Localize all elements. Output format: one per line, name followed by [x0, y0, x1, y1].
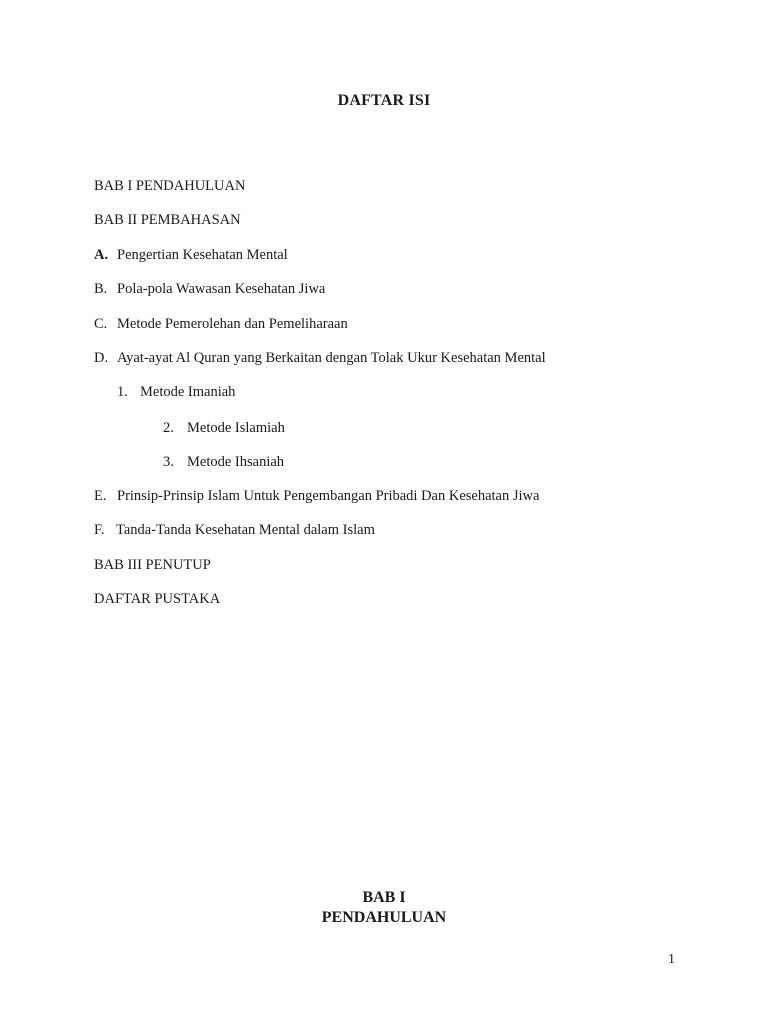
toc-item-marker: B. — [94, 281, 108, 297]
toc-item: Metode Imaniah — [140, 384, 236, 400]
toc-item-marker: C. — [94, 316, 108, 332]
chapter-title: PENDAHULUAN — [321, 909, 447, 926]
toc-item: Metode Islamiah — [187, 420, 285, 436]
page-number: 1 — [668, 952, 675, 967]
toc-item: Metode Ihsaniah — [187, 454, 285, 470]
toc-item-marker: 2. — [163, 420, 174, 436]
toc-item-marker: E. — [94, 488, 107, 504]
toc-item: Tanda-Tanda Kesehatan Mental dalam Islam — [116, 522, 375, 538]
toc-item: BAB II PEMBAHASAN — [94, 212, 241, 228]
toc-item-marker: 1. — [117, 384, 128, 400]
toc-item-marker: F. — [94, 522, 105, 538]
toc-item-marker: 3. — [163, 454, 174, 470]
toc-item-marker: D. — [94, 350, 109, 366]
toc-item: DAFTAR PUSTAKA — [94, 591, 221, 607]
toc-item: BAB III PENUTUP — [94, 557, 211, 573]
toc-item: Metode Pemerolehan dan Pemeliharaan — [117, 316, 348, 332]
toc-item-marker: A. — [94, 247, 109, 263]
toc-item: BAB I PENDAHULUAN — [94, 178, 246, 194]
toc-item: Prinsip-Prinsip Islam Untuk Pengembangan Pribadi Dan Kesehatan Jiwa — [117, 488, 540, 504]
toc-title: DAFTAR ISI — [337, 92, 431, 109]
chapter-number: BAB I — [362, 889, 406, 906]
toc-item: Pola-pola Wawasan Kesehatan Jiwa — [117, 281, 326, 297]
toc-item: Ayat-ayat Al Quran yang Berkaitan dengan Tolak Ukur Kesehatan Mental — [117, 350, 546, 366]
toc-item: Pengertian Kesehatan Mental — [117, 247, 288, 263]
